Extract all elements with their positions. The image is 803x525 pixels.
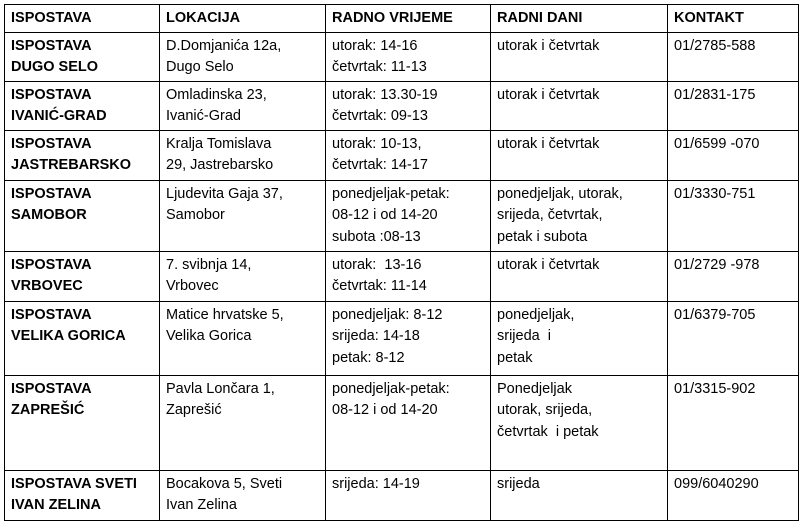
cell-radno-vrijeme-line: ponedjeljak-petak: [332,185,450,202]
cell-radno-vrijeme-line: 08-12 i od 14-20 [332,207,438,223]
header-radno-vrijeme: RADNO VRIJEME [326,5,491,33]
cell-lokacija [160,375,326,470]
table-row [5,180,799,251]
cell-lokacija-line: Zaprešić [166,402,222,418]
cell-lokacija-line: Omladinska 23, [166,86,267,103]
cell-kontakt: 01/6379-705 [668,301,799,375]
cell-radni-dani [491,375,668,470]
cell-ispostava [5,130,160,180]
cell-ispostava-line: ISPOSTAVA [11,86,92,103]
cell-lokacija-line: 7. svibnja 14, [166,256,252,273]
cell-ispostava-line: VELIKA GORICA [11,328,126,344]
cell-ispostava-line: ISPOSTAVA [11,37,92,54]
cell-ispostava [5,81,160,130]
table-row [5,375,799,470]
cell-radno-vrijeme-line: srijeda: 14-18 [332,328,420,344]
cell-ispostava [5,301,160,375]
table-row [5,130,799,180]
cell-ispostava [5,251,160,301]
cell-radno-vrijeme-line: četvrtak: 14-17 [332,157,428,173]
cell-radno-vrijeme [326,301,491,375]
cell-radno-vrijeme [326,251,491,301]
cell-lokacija-line: Samobor [166,207,225,223]
cell-radno-vrijeme-line: 08-12 i od 14-20 [332,402,438,418]
cell-radno-vrijeme-line: utorak: 14-16 [332,37,418,54]
cell-radni-dani [491,470,668,520]
cell-radno-vrijeme [326,180,491,251]
cell-radni-dani-line: petak i subota [497,228,588,245]
cell-radno-vrijeme [326,130,491,180]
cell-kontakt: 01/3330-751 [668,180,799,251]
cell-radno-vrijeme-line: utorak: 10-13, [332,135,422,152]
cell-radno-vrijeme-line: ponedjeljak-petak: [332,380,450,397]
cell-ispostava-line: ISPOSTAVA [11,185,92,202]
cell-ispostava-line: ISPOSTAVA [11,135,92,152]
cell-radni-dani-line: utorak i četvrtak [497,37,600,54]
header-ispostava: ISPOSTAVA [5,5,160,33]
cell-ispostava [5,470,160,520]
cell-lokacija-line: Dugo Selo [166,59,234,75]
cell-ispostava-line: ZAPREŠIĆ [11,402,85,418]
cell-lokacija-line: Ivanić-Grad [166,108,241,124]
cell-lokacija [160,180,326,251]
cell-radno-vrijeme-line: četvrtak: 11-13 [332,59,427,75]
table-body [5,32,799,520]
cell-lokacija [160,130,326,180]
cell-lokacija [160,251,326,301]
cell-lokacija-line: Vrbovec [166,278,219,294]
cell-lokacija [160,32,326,81]
cell-radni-dani [491,130,668,180]
cell-kontakt: 01/2831-175 [668,81,799,130]
cell-lokacija-line: Matice hrvatske 5, [166,306,284,323]
cell-kontakt: 099/6040290 [668,470,799,520]
cell-radni-dani-line: utorak, srijeda, [497,402,593,418]
header-lokacija: LOKACIJA [160,5,326,33]
cell-kontakt: 01/3315-902 [668,375,799,470]
cell-radni-dani-line: srijeda, četvrtak, [497,207,603,223]
cell-ispostava-line: IVAN ZELINA [11,497,101,513]
cell-radni-dani-line: utorak i četvrtak [497,135,600,152]
cell-ispostava-line: ISPOSTAVA [11,306,92,323]
cell-lokacija [160,301,326,375]
cell-radno-vrijeme [326,470,491,520]
cell-lokacija [160,470,326,520]
cell-ispostava-line: VRBOVEC [11,278,83,294]
cell-radno-vrijeme [326,81,491,130]
cell-radni-dani-line: utorak i četvrtak [497,86,600,103]
cell-radni-dani-line: ponedjeljak, [497,306,575,323]
cell-lokacija-line: D.Domjanića 12a, [166,37,282,54]
cell-kontakt: 01/2785-588 [668,32,799,81]
cell-radno-vrijeme-line: subota :08-13 [332,228,421,245]
cell-lokacija-line: Ivan Zelina [166,497,237,513]
cell-radni-dani-line: srijeda [497,475,540,492]
cell-kontakt: 01/2729 -978 [668,251,799,301]
branch-offices-table [4,4,799,521]
table-row [5,470,799,520]
cell-radno-vrijeme-line: ponedjeljak: 8-12 [332,306,443,323]
cell-radno-vrijeme-line: četvrtak: 09-13 [332,108,428,124]
cell-ispostava-line: ISPOSTAVA [11,380,92,397]
table-row [5,251,799,301]
cell-radno-vrijeme [326,375,491,470]
cell-ispostava-line: SAMOBOR [11,207,87,223]
cell-radno-vrijeme-line: utorak: 13.30-19 [332,86,438,103]
cell-radno-vrijeme-line: utorak: 13-16 [332,256,422,273]
header-kontakt: KONTAKT [668,5,799,33]
cell-lokacija-line: Bocakova 5, Sveti [166,475,283,492]
table-row [5,32,799,81]
cell-ispostava-line: DUGO SELO [11,59,99,75]
cell-radno-vrijeme-line: četvrtak: 11-14 [332,278,427,294]
cell-ispostava [5,180,160,251]
cell-ispostava-line: ISPOSTAVA SVETI [11,475,137,492]
table-row [5,81,799,130]
cell-ispostava-line: IVANIĆ-GRAD [11,108,107,124]
cell-ispostava [5,375,160,470]
cell-radni-dani [491,251,668,301]
cell-lokacija-line: Velika Gorica [166,328,252,344]
cell-radni-dani-line: srijeda i [497,328,551,344]
cell-radni-dani [491,81,668,130]
cell-radni-dani [491,301,668,375]
cell-radno-vrijeme [326,32,491,81]
cell-radni-dani-line: petak [497,349,533,366]
cell-radni-dani-line: ponedjeljak, utorak, [497,185,623,202]
cell-lokacija [160,81,326,130]
table-row [5,301,799,375]
cell-radni-dani-line: utorak i četvrtak [497,256,600,273]
cell-radni-dani [491,180,668,251]
cell-ispostava [5,32,160,81]
cell-kontakt: 01/6599 -070 [668,130,799,180]
cell-lokacija-line: Kralja Tomislava [166,135,272,152]
cell-radno-vrijeme-line: petak: 8-12 [332,349,405,366]
cell-radni-dani-line: četvrtak i petak [497,423,599,440]
header-radni-dani: RADNI DANI [491,5,668,33]
cell-lokacija-line: 29, Jastrebarsko [166,157,274,173]
cell-radni-dani [491,32,668,81]
table-header-row [5,5,799,33]
cell-ispostava-line: ISPOSTAVA [11,256,92,273]
cell-lokacija-line: Pavla Lončara 1, [166,380,275,397]
cell-ispostava-line: JASTREBARSKO [11,157,132,173]
cell-radni-dani-line: Ponedjeljak [497,380,572,397]
cell-lokacija-line: Ljudevita Gaja 37, [166,185,283,202]
cell-radno-vrijeme-line: srijeda: 14-19 [332,475,420,492]
